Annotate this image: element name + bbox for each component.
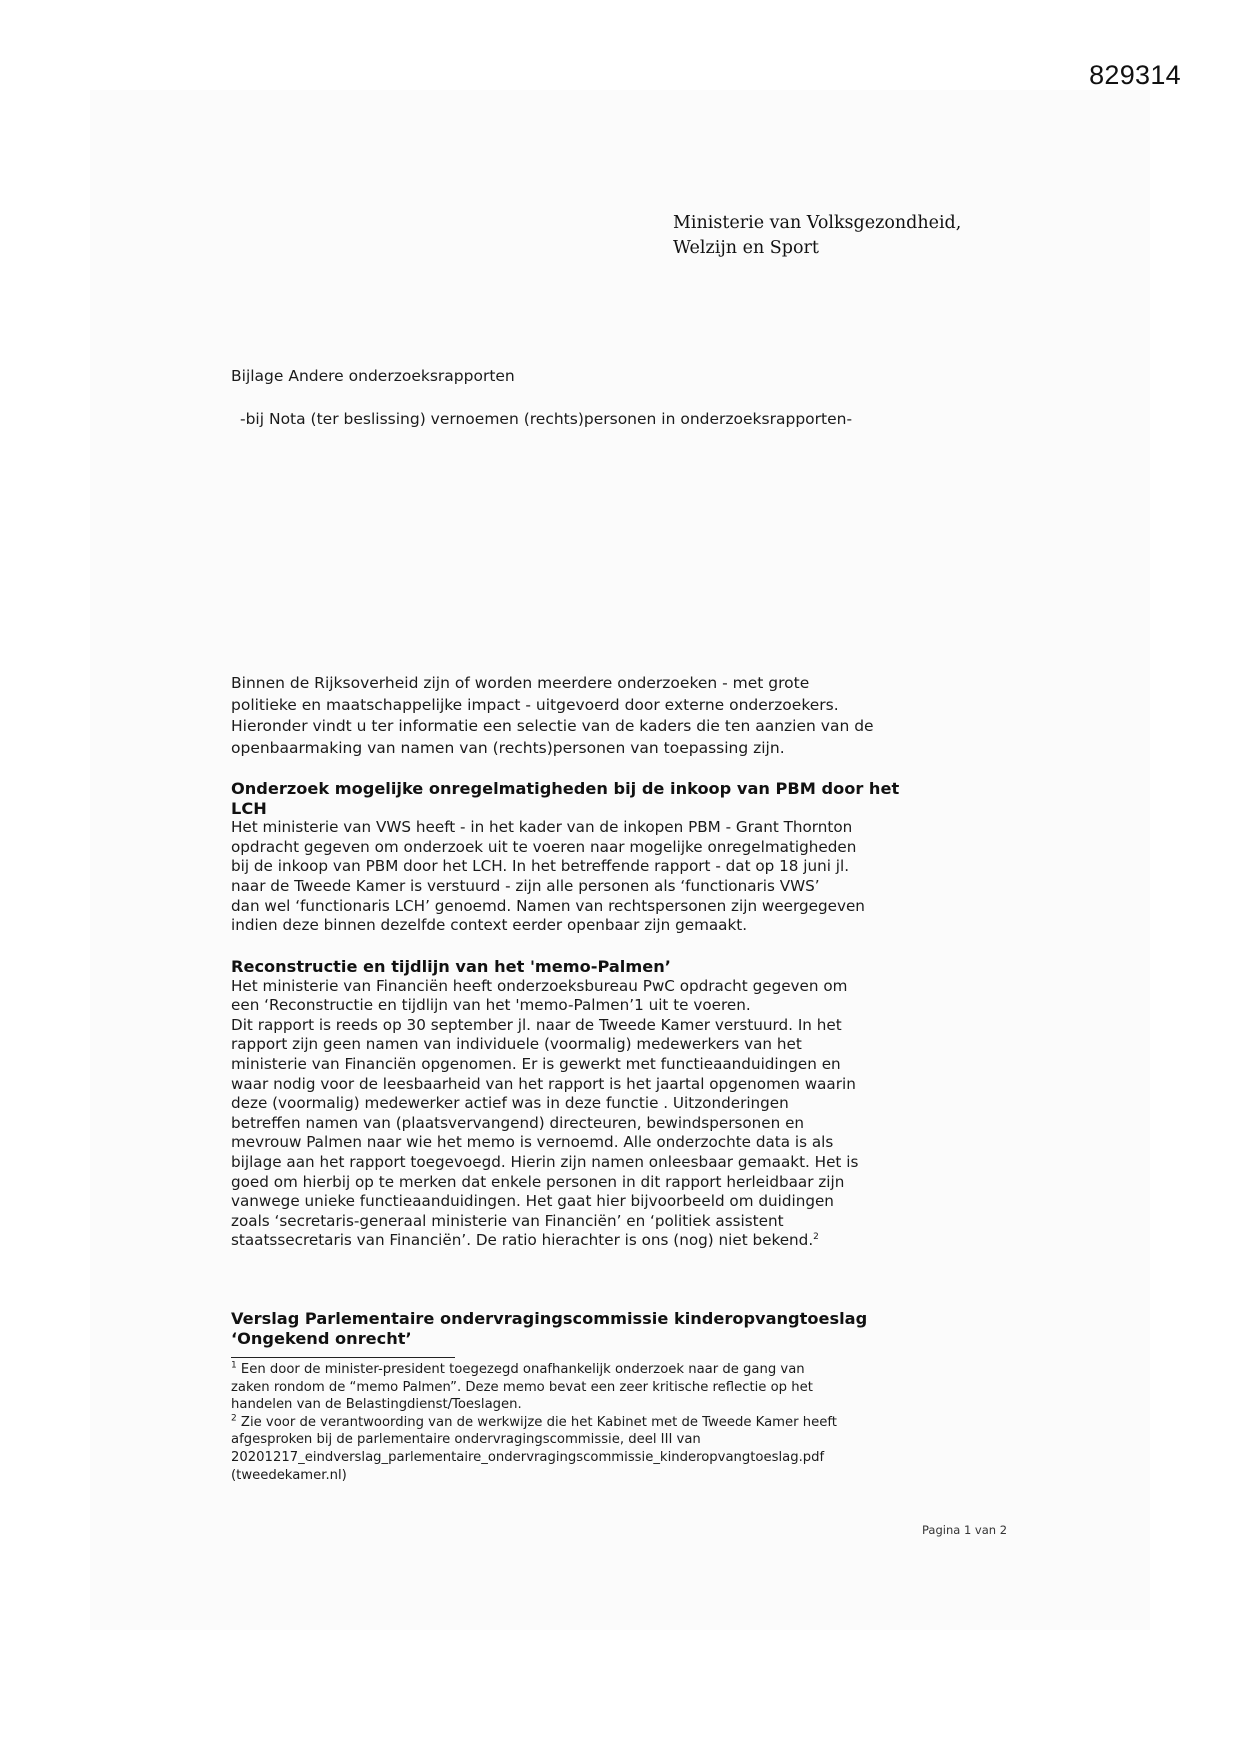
- heading-line: Reconstructie en tijdlijn van het 'memo-Palmen’: [231, 957, 671, 976]
- body-line: Het ministerie van VWS heeft - in het kader van de inkopen PBM - Grant Thornton: [231, 818, 853, 837]
- footnote-2: [231, 1414, 931, 1484]
- body-line: Het ministerie van Financiën heeft onderzoeksbureau PwC opdracht gegeven om: [231, 976, 848, 995]
- footnote-divider: [231, 1357, 455, 1358]
- heading-line: Onderzoek mogelijke onregelmatigheden bij de inkoop van PBM door het: [231, 779, 900, 798]
- footnote-text: Een door de minister-president toegezegd onafhankelijk onderzoek naar de gang van: [236, 1362, 805, 1377]
- section-heading: [231, 957, 931, 977]
- body-line: ministerie van Financiën opgenomen. Er is gewerkt met functieaanduidingen en: [231, 1054, 841, 1073]
- section-memo-palmen: [231, 957, 931, 1251]
- page-number: Pagina 1 van 2: [922, 1523, 1008, 1537]
- section-pbm-lch: [231, 779, 931, 936]
- ministry-line-1: Ministerie van Volksgezondheid,: [673, 213, 962, 233]
- section-heading: [231, 779, 931, 818]
- footnote-line: [231, 1414, 931, 1432]
- annex-title: Bijlage Andere onderzoeksrapporten: [231, 367, 515, 385]
- body-line: indien deze binnen dezelfde context eerder openbaar zijn gemaakt.: [231, 916, 748, 935]
- body-line: rapport zijn geen namen van individuele (voormalig) medewerkers van het: [231, 1035, 802, 1054]
- body-line: staatssecretaris van Financiën’. De ratio hierachter is ons (nog) niet bekend.: [231, 1231, 814, 1250]
- body-line-with-footnote: [231, 1231, 931, 1251]
- body-line: betreffen namen van (plaatsvervangend) directeuren, bewindspersonen en: [231, 1113, 805, 1132]
- body-line: deze (voormalig) medewerker actief was in deze functie . Uitzonderingen: [231, 1094, 789, 1113]
- body-line: een ‘Reconstructie en tijdlijn van het 'memo-Palmen’1 uit te voeren.: [231, 996, 751, 1015]
- annex-subtitle: -bij Nota (ter beslissing) vernoemen (rechts)personen in onderzoeksrapporten-: [240, 410, 853, 428]
- body-line: mevrouw Palmen naar wie het memo is vernoemd. Alle onderzochte data is als: [231, 1133, 834, 1152]
- body-line: vanwege unieke functieaanduidingen. Het gaat hier bijvoorbeeld om duidingen: [231, 1192, 834, 1211]
- footnote-line: [231, 1361, 931, 1379]
- body-line: goed om hierbij op te merken dat enkele personen in dit rapport herleidbaar zijn: [231, 1172, 845, 1191]
- intro-line: politieke en maatschappelijke impact - uitgevoerd door externe onderzoekers.: [231, 695, 839, 714]
- intro-paragraph: [231, 673, 931, 759]
- footnotes: [231, 1361, 931, 1484]
- footnote-line: handelen van de Belastingdienst/Toeslagen.: [231, 1397, 522, 1413]
- footnote-line footnote-link[interactable]: 20201217_eindverslag_parlementaire_ondervragingscommissie_kinderopvangtoeslag.pdf: [231, 1449, 825, 1465]
- footnote-1: [231, 1361, 931, 1414]
- document-id: 829314: [1089, 60, 1181, 90]
- intro-line: Hieronder vindt u ter informatie een selectie van de kaders die ten aanzien van de: [231, 717, 874, 735]
- section-ondervragingscommissie: [231, 1309, 931, 1348]
- footnote-line: zaken rondom de “memo Palmen”. Deze memo bevat een zeer kritische reflectie op het: [231, 1379, 813, 1395]
- footnote-marker: 2: [231, 1413, 237, 1424]
- section-heading: [231, 1309, 931, 1348]
- footnote-ref[interactable]: 2: [813, 1232, 819, 1243]
- intro-line: Binnen de Rijksoverheid zijn of worden meerdere onderzoeken - met grote: [231, 674, 810, 692]
- body-line: bijlage aan het rapport toegevoegd. Hierin zijn namen onleesbaar gemaakt. Het is: [231, 1152, 859, 1171]
- section-body: [231, 818, 931, 936]
- heading-line: Verslag Parlementaire ondervragingscommissie kinderopvangtoeslag: [231, 1309, 868, 1328]
- footnote-text: Zie voor de verantwoording van de werkwijze die het Kabinet met de Tweede Kamer heeft: [236, 1414, 837, 1430]
- section-body: [231, 977, 931, 1251]
- body-line: naar de Tweede Kamer is verstuurd - zijn alle personen als ‘functionaris VWS’: [231, 876, 820, 895]
- ministry-logo-text: [673, 211, 961, 261]
- body-line: waar nodig voor de leesbaarheid van het rapport is het jaartal opgenomen waarin: [231, 1074, 856, 1093]
- footnote-line[interactable]: (tweedekamer.nl): [231, 1467, 347, 1483]
- body-line: bij de inkoop van PBM door het LCH. In het betreffende rapport - dat op 18 juni jl.: [231, 857, 850, 876]
- heading-line: ‘Ongekend onrecht’: [231, 1328, 412, 1348]
- body-line: dan wel ‘functionaris LCH’ genoemd. Namen van rechtspersonen zijn weergegeven: [231, 896, 865, 915]
- body-line: Dit rapport is reeds op 30 september jl. naar de Tweede Kamer verstuurd. In het: [231, 1015, 842, 1034]
- body-line: opdracht gegeven om onderzoek uit te voeren naar mogelijke onregelmatigheden: [231, 837, 857, 856]
- heading-line: LCH: [231, 798, 267, 818]
- intro-line: openbaarmaking van namen van (rechts)personen van toepassing zijn.: [231, 738, 785, 757]
- ministry-line-2: Welzijn en Sport: [673, 238, 819, 258]
- footnote-marker: 1: [231, 1360, 237, 1371]
- body-line: zoals ‘secretaris-generaal ministerie van Financiën’ en ‘politiek assistent: [231, 1211, 784, 1230]
- footnote-line: afgesproken bij de parlementaire ondervragingscommissie, deel III van: [231, 1432, 701, 1448]
